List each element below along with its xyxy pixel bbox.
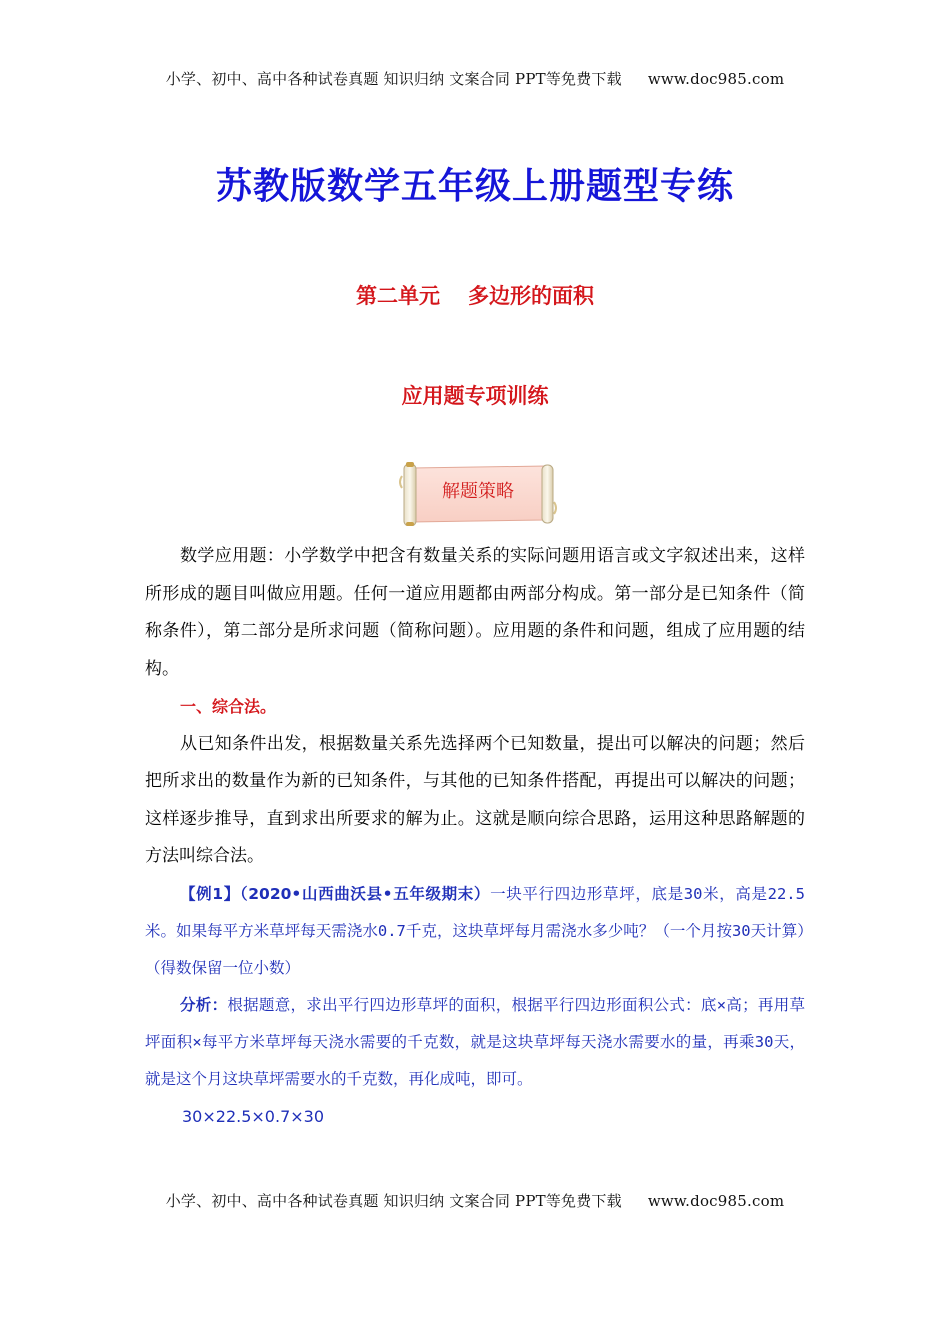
analysis-label: 分析：	[180, 995, 228, 1014]
method-heading: 一、综合法。	[180, 697, 277, 716]
example-analysis	[145, 987, 805, 1098]
page-footer	[0, 1190, 950, 1211]
footer-text: 小学、初中、高中各种试卷真题 知识归纳 文案合同 PPT等免费下载	[165, 1192, 622, 1210]
example-tag: 【例1】	[180, 884, 240, 903]
unit-title	[0, 280, 950, 310]
unit-name: 多边形的面积	[468, 284, 594, 308]
analysis-text: 根据题意，求出平行四边形草坪的面积，根据平行四边形面积公式：底×高；再用草坪面积×每平方米草坪每天浇水需要的千克数，就是这块草坪每天浇水需要水的量，再乘30天，就是这个月这块草坪需要水的千克数，再化成吨，即可。	[145, 995, 805, 1088]
document-title: 苏教版数学五年级上册题型专练	[215, 166, 734, 207]
example-question	[145, 876, 805, 987]
solution-formula: 30×22.5×0.7×30	[182, 1106, 325, 1126]
example-question-text: 一块平行四边形草坪，底是30米，高是22.5米。如果每平方米草坪每天需浇水0.7千克，这块草坪每月需浇水多少吨？（一个月按30天计算）（得数保留一位小数）	[145, 884, 805, 977]
document-body	[145, 538, 805, 1135]
footer-site: www.doc985.com	[647, 1192, 785, 1210]
header-text: 小学、初中、高中各种试卷真题 知识归纳 文案合同 PPT等免费下载	[165, 70, 622, 88]
unit-number: 第二单元	[356, 284, 440, 308]
example-source: （2020•山西曲沃县•五年级期末）	[239, 884, 491, 903]
banner-label: 解题策略	[442, 481, 514, 502]
header-site: www.doc985.com	[647, 70, 785, 88]
intro-paragraph: 数学应用题：小学数学中把含有数量关系的实际问题用语言或文字叙述出来，这样所形成的题目叫做应用题。任何一道应用题都由两部分构成。第一部分是已知条件（简称条件），第二部分是所求问题（简称问题）。应用题的条件和问题，组成了应用题的结构。	[145, 546, 805, 679]
section-title: 应用题专项训练	[401, 384, 549, 408]
page-header	[0, 68, 950, 89]
method-paragraph: 从已知条件出发，根据数量关系先选择两个已知数量，提出可以解决的问题；然后把所求出的数量作为新的已知条件，与其他的已知条件搭配，再提出可以解决的问题；这样逐步推导，直到求出所要求的解为止。这就是顺向综合思路，运用这种思路解题的方法叫综合法。	[145, 733, 805, 866]
